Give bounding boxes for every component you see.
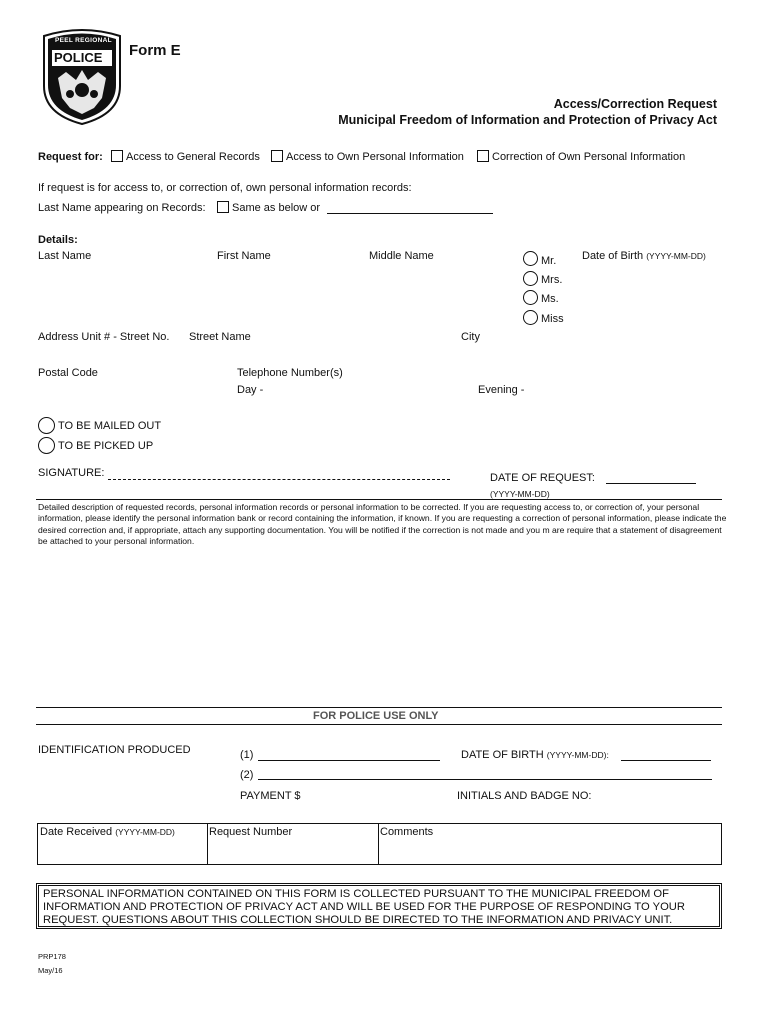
date-received-text: Date Received xyxy=(40,826,113,838)
general-records-checkbox[interactable] xyxy=(111,150,123,162)
title-miss-radio[interactable] xyxy=(523,310,538,325)
date-received-format: (YYYY-MM-DD) xyxy=(115,827,175,837)
police-use-bottom-line xyxy=(36,724,722,725)
mailed-out-radio[interactable] xyxy=(38,417,55,434)
police-dob-text: DATE OF BIRTH xyxy=(461,749,544,761)
initials-badge-label: INITIALS AND BADGE NO: xyxy=(457,790,592,802)
same-as-below-checkbox[interactable] xyxy=(217,201,229,213)
correction-checkbox[interactable] xyxy=(477,150,489,162)
police-dob-label xyxy=(461,749,609,761)
date-of-request-line[interactable] xyxy=(606,483,696,484)
picked-up-radio[interactable] xyxy=(38,437,55,454)
title-ms-radio[interactable] xyxy=(523,290,538,305)
postal-code-label: Postal Code xyxy=(38,367,98,379)
city-label: City xyxy=(461,331,480,343)
signature-line[interactable] xyxy=(108,479,450,480)
logo-text-top: PEEL REGIONAL xyxy=(55,37,112,44)
details-heading: Details: xyxy=(38,234,78,246)
date-of-request-format: (YYYY-MM-DD) xyxy=(490,489,550,499)
description-instructions: Detailed description of requested records, personal information records or personal information to be corrected. If you are requesting access to, or correction of, your personal information, please identify the personal information bank or record containing the information, if known. If you are requesting a correction of personal information, please indicate the desired correction and, if appropriate, attach any supporting documentation. You will be notified if the correction is not made and you m are require that a statement of disagreement be attached to your personal information. xyxy=(38,502,727,547)
comments-label: Comments xyxy=(380,826,434,838)
own-personal-info-label: Access to Own Personal Information xyxy=(286,151,464,163)
telephone-label: Telephone Number(s) xyxy=(237,367,343,379)
id1-line[interactable] xyxy=(258,760,440,761)
police-dob-format: (YYYY-MM-DD): xyxy=(546,750,609,760)
general-records-label: Access to General Records xyxy=(126,151,260,163)
heading-line2: Municipal Freedom of Information and Protection of Privacy Act xyxy=(338,113,717,127)
form-code: PRP178 xyxy=(38,952,66,961)
title-mr-radio[interactable] xyxy=(523,251,538,266)
dob-format: (YYYY-MM-DD) xyxy=(646,251,706,261)
last-name-label: Last Name xyxy=(38,250,92,262)
date-received-label xyxy=(40,826,175,838)
police-use-heading: FOR POLICE USE ONLY xyxy=(313,710,439,722)
first-name-label: First Name xyxy=(217,250,271,262)
form-title: Form E xyxy=(129,42,181,59)
request-for-label: Request for: xyxy=(38,151,103,163)
signature-label: SIGNATURE: xyxy=(38,467,105,479)
id2-label: (2) xyxy=(240,769,254,781)
last-name-records-line[interactable] xyxy=(327,213,493,214)
dob-label xyxy=(582,250,706,262)
correction-label: Correction of Own Personal Information xyxy=(492,151,686,163)
day-phone-label: Day - xyxy=(237,384,264,396)
date-of-request-label: DATE OF REQUEST: xyxy=(490,472,595,484)
heading-line1: Access/Correction Request xyxy=(553,97,717,111)
title-mr-label: Mr. xyxy=(541,255,557,267)
id2-line[interactable] xyxy=(258,779,712,780)
picked-up-label: TO BE PICKED UP xyxy=(58,440,154,452)
street-name-label: Street Name xyxy=(189,331,251,343)
request-number-label: Request Number xyxy=(209,826,293,838)
identification-label: IDENTIFICATION PRODUCED xyxy=(38,744,191,756)
payment-label: PAYMENT $ xyxy=(240,790,301,802)
police-dob-line[interactable] xyxy=(621,760,711,761)
title-ms-label: Ms. xyxy=(541,293,559,305)
form-revision: May/16 xyxy=(38,966,63,975)
title-miss-label: Miss xyxy=(541,313,564,325)
middle-name-label: Middle Name xyxy=(369,250,434,262)
privacy-notice: PERSONAL INFORMATION CONTAINED ON THIS FORM IS COLLECTED PURSUANT TO THE MUNICIPAL FREEDOM OF INFORMATION AND PROTECTION OF PRIVACY ACT AND WILL BE USED FOR THE PURPOSE OF RESPONDING TO YOUR REQUEST. QUESTIONS ABOUT THIS COLLECTION SHOULD BE DIRECTED TO THE INFORMATION AND PRIVACY UNIT. xyxy=(36,883,722,929)
own-records-intro: If request is for access to, or correction of, own personal information records: xyxy=(38,182,412,194)
evening-phone-label: Evening - xyxy=(478,384,525,396)
same-as-below-label: Same as below or xyxy=(232,202,321,214)
logo-text-main: POLICE xyxy=(54,50,103,65)
mailed-out-label: TO BE MAILED OUT xyxy=(58,420,162,432)
police-use-top-line xyxy=(36,707,722,708)
title-mrs-radio[interactable] xyxy=(523,271,538,286)
divider-line xyxy=(36,499,722,500)
own-personal-info-checkbox[interactable] xyxy=(271,150,283,162)
id1-label: (1) xyxy=(240,749,254,761)
address-label: Address Unit # - Street No. xyxy=(38,331,170,343)
dob-label-text: Date of Birth xyxy=(582,250,644,262)
title-mrs-label: Mrs. xyxy=(541,274,563,286)
last-name-records-label: Last Name appearing on Records: xyxy=(38,202,206,214)
